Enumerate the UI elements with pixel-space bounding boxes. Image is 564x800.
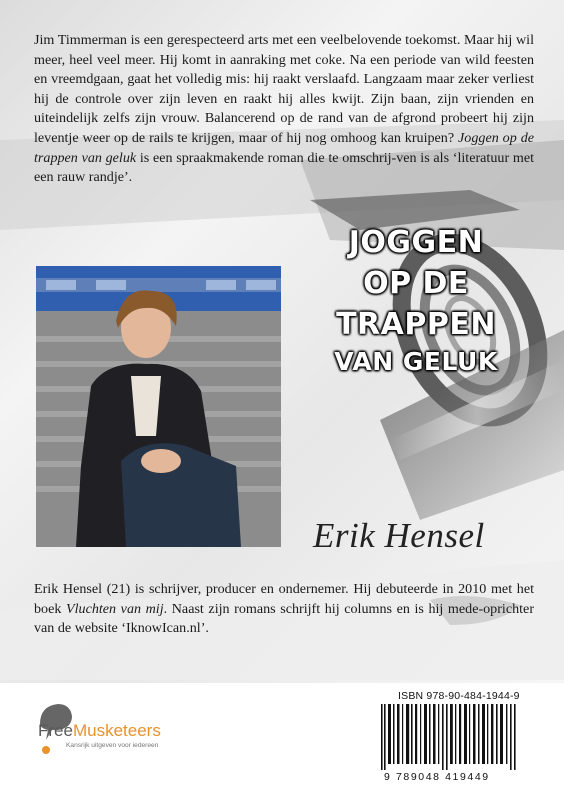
synopsis-book-title: Joggen op de trappen van geluk (34, 129, 534, 166)
author-name: Erik Hensel (313, 516, 485, 555)
barcode-icon (379, 704, 521, 770)
bio-part-1: Erik Hensel (21) is schrijver, producer en ondernemer. Hij debuteerde in 2010 met het boek (34, 581, 534, 617)
title-line-2: OP DE (363, 266, 469, 301)
author-photo (36, 266, 281, 547)
ean-digits: 9 789048 419449 (384, 771, 490, 783)
synopsis-text (34, 31, 534, 188)
author-bio (34, 580, 534, 639)
publisher-tagline: Kansrijk uitgeven voor iedereen (66, 742, 159, 749)
bio-part-2: . Naast zijn romans schrijft hij columns en is hij mede-oprichter van de website ‘IknowIcan.nl’. (34, 600, 535, 637)
synopsis-part-1: Jim Timmerman is een gerespecteerd arts met een veelbelovende toekomst. Maar hij wil meer, heel veel meer. Hij komt in aanraking met coke. Na een periode van wild feesten en vreemdgaan, gaat het volledig mis: hij raakt verslaafd. Langzaam maar zeker verliest hij de controle over zijn leven en raakt hij alles kwijt. Zijn baan, zijn vrienden en uiteindelijk zelfs zijn vrouw. Balancerend op de rand van de afgrond probeert hij zijn leventje weer op de rails te krijgen, maar of hij nog omhoog kan kruipen? (34, 32, 534, 146)
publisher-name-part-2: Musketeers (72, 721, 161, 740)
publisher-name-part-1: Free (38, 721, 73, 740)
bio-book-title: Vluchten van mij (66, 600, 164, 617)
synopsis-part-2: is een spraakmakende roman die te omschrij-ven is als ‘literatuur met een rauw randje’. (34, 149, 534, 186)
title-line-1: JOGGEN (348, 225, 484, 260)
title-line-4: VAN GELUK (334, 347, 498, 376)
title-line-3: TRAPPEN (336, 307, 496, 342)
isbn-label: ISBN 978-90-484-1944-9 (398, 690, 520, 702)
publisher-name (38, 721, 161, 741)
author-portrait-icon (36, 266, 281, 547)
book-title (300, 222, 532, 379)
